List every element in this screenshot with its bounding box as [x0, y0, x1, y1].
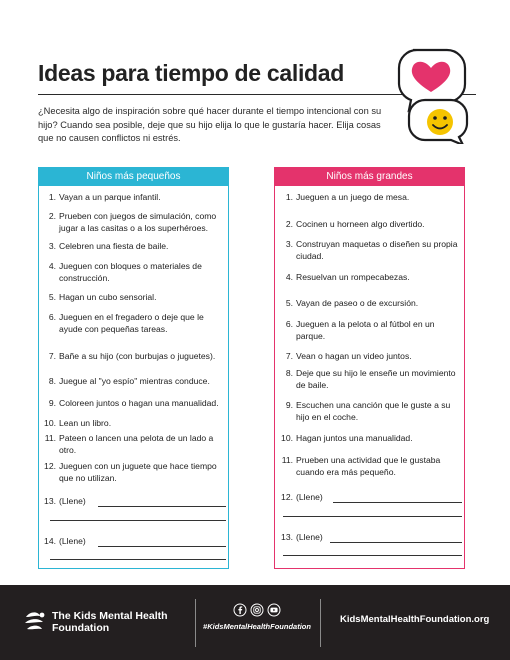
fill-in-line[interactable] [50, 559, 226, 560]
fill-in-item: 13. (Llene) [44, 496, 86, 506]
list-item: 6. Jueguen a la pelota o al fútbol en un parque. [285, 319, 435, 341]
list-item: 3. Celebren una fiesta de baile. [48, 241, 169, 251]
list-item: 12. Jueguen con un juguete que hace tiempo que no utilizan. [44, 461, 217, 483]
social-icons [233, 603, 281, 617]
list-item: 4. Jueguen con bloques o materiales de construcción. [48, 261, 202, 283]
hashtag: #KidsMentalHealthFoundation [203, 622, 311, 631]
facebook-icon[interactable] [234, 604, 246, 616]
list-item: 6. Jueguen en el fregadero o deje que le ayude con pequeñas tareas. [48, 312, 204, 334]
list-item: 2. Cocinen u horneen algo divertido. [285, 219, 425, 229]
list-item: 3. Construyan maquetas o diseñen su propia ciudad. [285, 239, 458, 261]
website-link[interactable]: KidsMentalHealthFoundation.org [340, 614, 490, 625]
footer-divider [320, 599, 321, 647]
speech-bubbles-icon [385, 44, 475, 144]
younger-kids-heading: Niños más pequeños [39, 168, 228, 186]
fill-in-line[interactable] [283, 555, 462, 556]
list-item: 1. Jueguen a un juego de mesa. [285, 192, 410, 202]
list-item: 7. Vean o hagan un video juntos. [285, 351, 412, 361]
list-item: 9. Coloreen juntos o hagan una manualidad. [48, 398, 219, 408]
list-item: 8. Deje que su hijo le enseñe un movimiento de baile. [285, 368, 456, 390]
list-item: 1. Vayan a un parque infantil. [48, 192, 161, 202]
page-title: Ideas para tiempo de calidad [38, 60, 345, 86]
footer [0, 585, 510, 660]
list-item: 5. Vayan de paseo o de excursión. [285, 298, 419, 308]
fill-in-item: 13. (Llene) [281, 532, 323, 542]
list-item: 11. Prueben una actividad que le gustaba cuando era más pequeño. [281, 455, 441, 477]
fill-in-line[interactable] [330, 542, 462, 543]
fill-in-line[interactable] [50, 520, 226, 521]
list-item: 8. Juegue al "yo espío" mientras conduce. [48, 376, 210, 386]
fill-in-line[interactable] [98, 506, 226, 507]
smiley-icon [409, 100, 467, 144]
list-item: 7. Bañe a su hijo (con burbujas o juguetes). [48, 351, 216, 361]
fill-in-line[interactable] [283, 516, 462, 517]
list-item: 5. Hagan un cubo sensorial. [48, 292, 157, 302]
youtube-icon[interactable] [268, 604, 280, 616]
fill-in-item: 12. (Llene) [281, 492, 323, 502]
intro-paragraph: ¿Necesita algo de inspiración sobre qué hacer durante el tiempo intencional con su hijo? Cuando sea posible, deje que su hijo elija lo que le gustaría hacer. Elija cosas que no causen conflictos ni estrés. [38, 106, 382, 144]
older-kids-heading: Niños más grandes [275, 168, 464, 186]
list-item: 9. Escuchen una canción que le guste a su hijo en el coche. [285, 400, 451, 422]
list-item: 10. Hagan juntos una manualidad. [281, 433, 413, 443]
brand-name: The Kids Mental Health Foundation [52, 610, 168, 634]
list-item: 11. Pateen o lancen una pelota de un lado a otro. [44, 433, 214, 455]
instagram-icon[interactable] [251, 604, 263, 616]
foundation-logo-icon [22, 609, 48, 635]
list-item: 2. Prueben con juegos de simulación, como jugar a las casitas o a los superhéroes. [48, 211, 217, 233]
fill-in-item: 14. (Llene) [44, 536, 86, 546]
fill-in-line[interactable] [333, 502, 462, 503]
list-item: 4. Resuelvan un rompecabezas. [285, 272, 410, 282]
fill-in-line[interactable] [98, 546, 226, 547]
list-item: 10. Lean un libro. [44, 418, 112, 428]
